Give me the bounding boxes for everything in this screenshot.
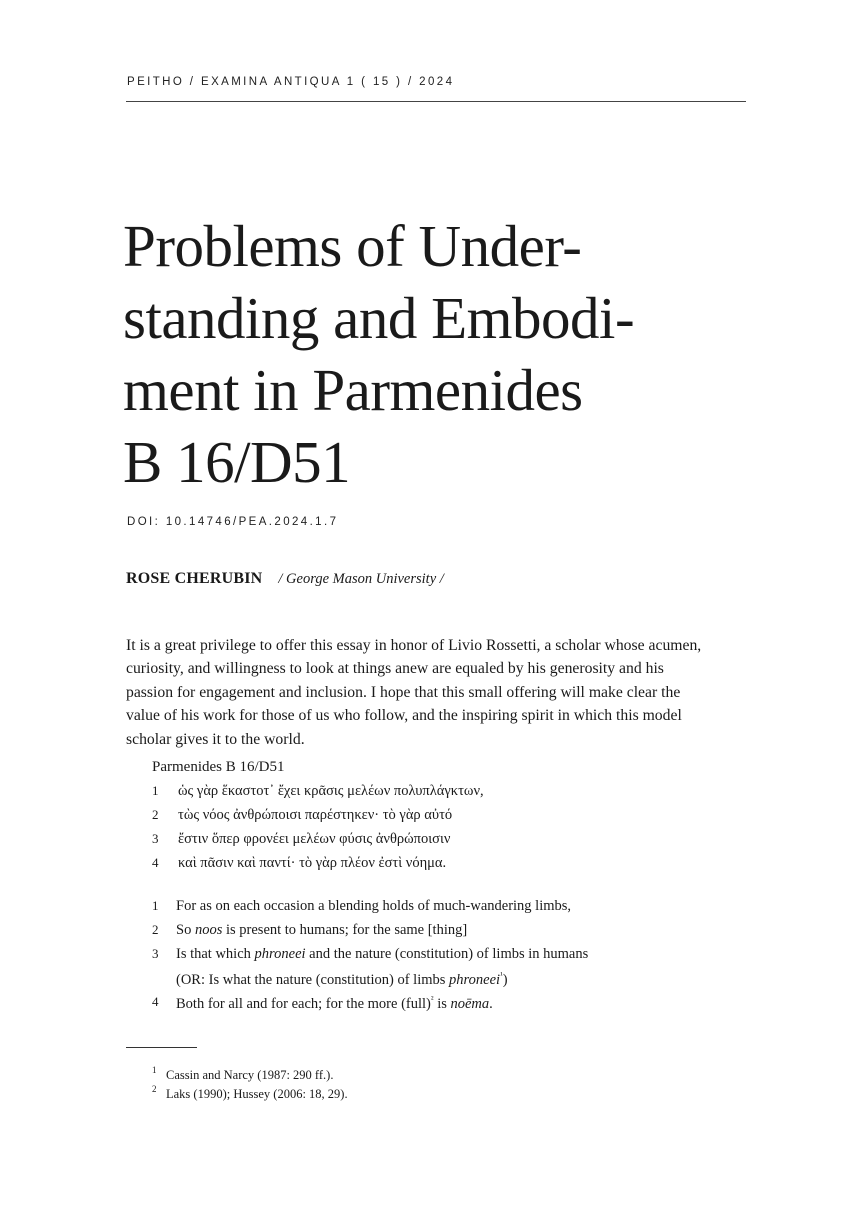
running-head: PEITHO / EXAMINA ANTIQUA 1 ( 15 ) / 2024 [127,76,455,88]
text-run: is [433,995,451,1012]
author-line [126,570,444,588]
line-number: 4 [152,994,159,1009]
paragraph-line: curiosity, and willingness to look at things anew are equaled by his generosity and his [126,660,664,678]
translation-text [176,898,571,915]
intro-paragraph [126,634,748,751]
greek-text: τὼς νόος ἀνθρώποισι παρέστηκεν· τὸ γὰρ αὐτό [178,807,453,823]
title-line: B 16/D51 [123,429,351,495]
translation-text [176,946,588,963]
footnote-ref[interactable]: ² [430,994,434,1004]
translation-text [176,970,508,989]
article-title [123,210,763,498]
footnote-marker: 2 [152,1084,157,1094]
text-run: For as on each occasion a blending holds of much-wandering limbs, [176,898,572,914]
translation-text [176,994,493,1013]
text-run: Is that which [176,946,255,962]
title-line: standing and Embodi- [123,285,635,351]
line-number: 2 [152,922,159,937]
line-number: 1 [152,783,159,798]
text-run: is present to humans; for the same [thing] [222,922,468,938]
footnote-divider [126,1047,197,1048]
line-number: 4 [152,855,159,870]
line-number: 2 [152,807,159,822]
author-affiliation: / George Mason University / [278,571,444,587]
doi-link[interactable]: DOI: 10.14746/PEA.2024.1.7 [127,516,339,528]
paragraph-line: It is a great privilege to offer this essay in honor of Livio Rossetti, a scholar whose acumen, [126,637,702,654]
text-run: and the nature (constitution) of limbs in humans [305,946,589,962]
greek-term: noēma [450,995,490,1012]
text-run: Both for all and for each; for the more (full) [176,995,431,1012]
greek-term: phroneei [254,946,306,962]
translation-text [176,922,467,939]
paragraph-line: value of his work for those of us who follow, and the inspiring spirit in which this model [126,707,682,725]
author-name: ROSE CHERUBIN [126,570,263,587]
greek-term: phroneei [449,971,501,988]
paragraph-line: passion for engagement and inclusion. I hope that this small offering will make clear the [126,683,681,701]
title-line: ment in Parmenides [123,357,583,423]
footnote-ref[interactable]: ¹ [500,970,503,980]
fragment-label: Parmenides B 16/D51 [152,759,285,775]
footnote-text: Laks (1990); Hussey (2006: 18, 29). [166,1087,348,1101]
header-divider [126,101,746,102]
footnote-text: Cassin and Narcy (1987: 290 ff.). [166,1068,334,1082]
greek-term: noos [194,922,223,938]
text-run: So [176,922,195,938]
greek-text: καὶ πᾶσιν καὶ παντί· τὸ γὰρ πλέον ἐστὶ νόημα. [178,855,447,871]
text-run: ) [502,971,508,988]
paragraph-line: scholar gives it to the world. [126,730,305,748]
greek-text: ἔστιν ὅπερ φρονέει μελέων φύσις ἀνθρώποισιν [178,831,451,847]
text-run: . [489,995,493,1012]
line-number: 3 [152,946,159,961]
text-run: (OR: Is what the nature (constitution) of limbs [176,971,450,988]
footnote-marker: 1 [152,1065,157,1075]
greek-text: ὡς γὰρ ἕκαστοτ᾽ ἔχει κρᾶσις μελέων πολυπλάγκτων, [178,783,484,799]
line-number: 3 [152,831,159,846]
title-line: Problems of Under- [123,213,582,279]
line-number: 1 [152,898,159,913]
